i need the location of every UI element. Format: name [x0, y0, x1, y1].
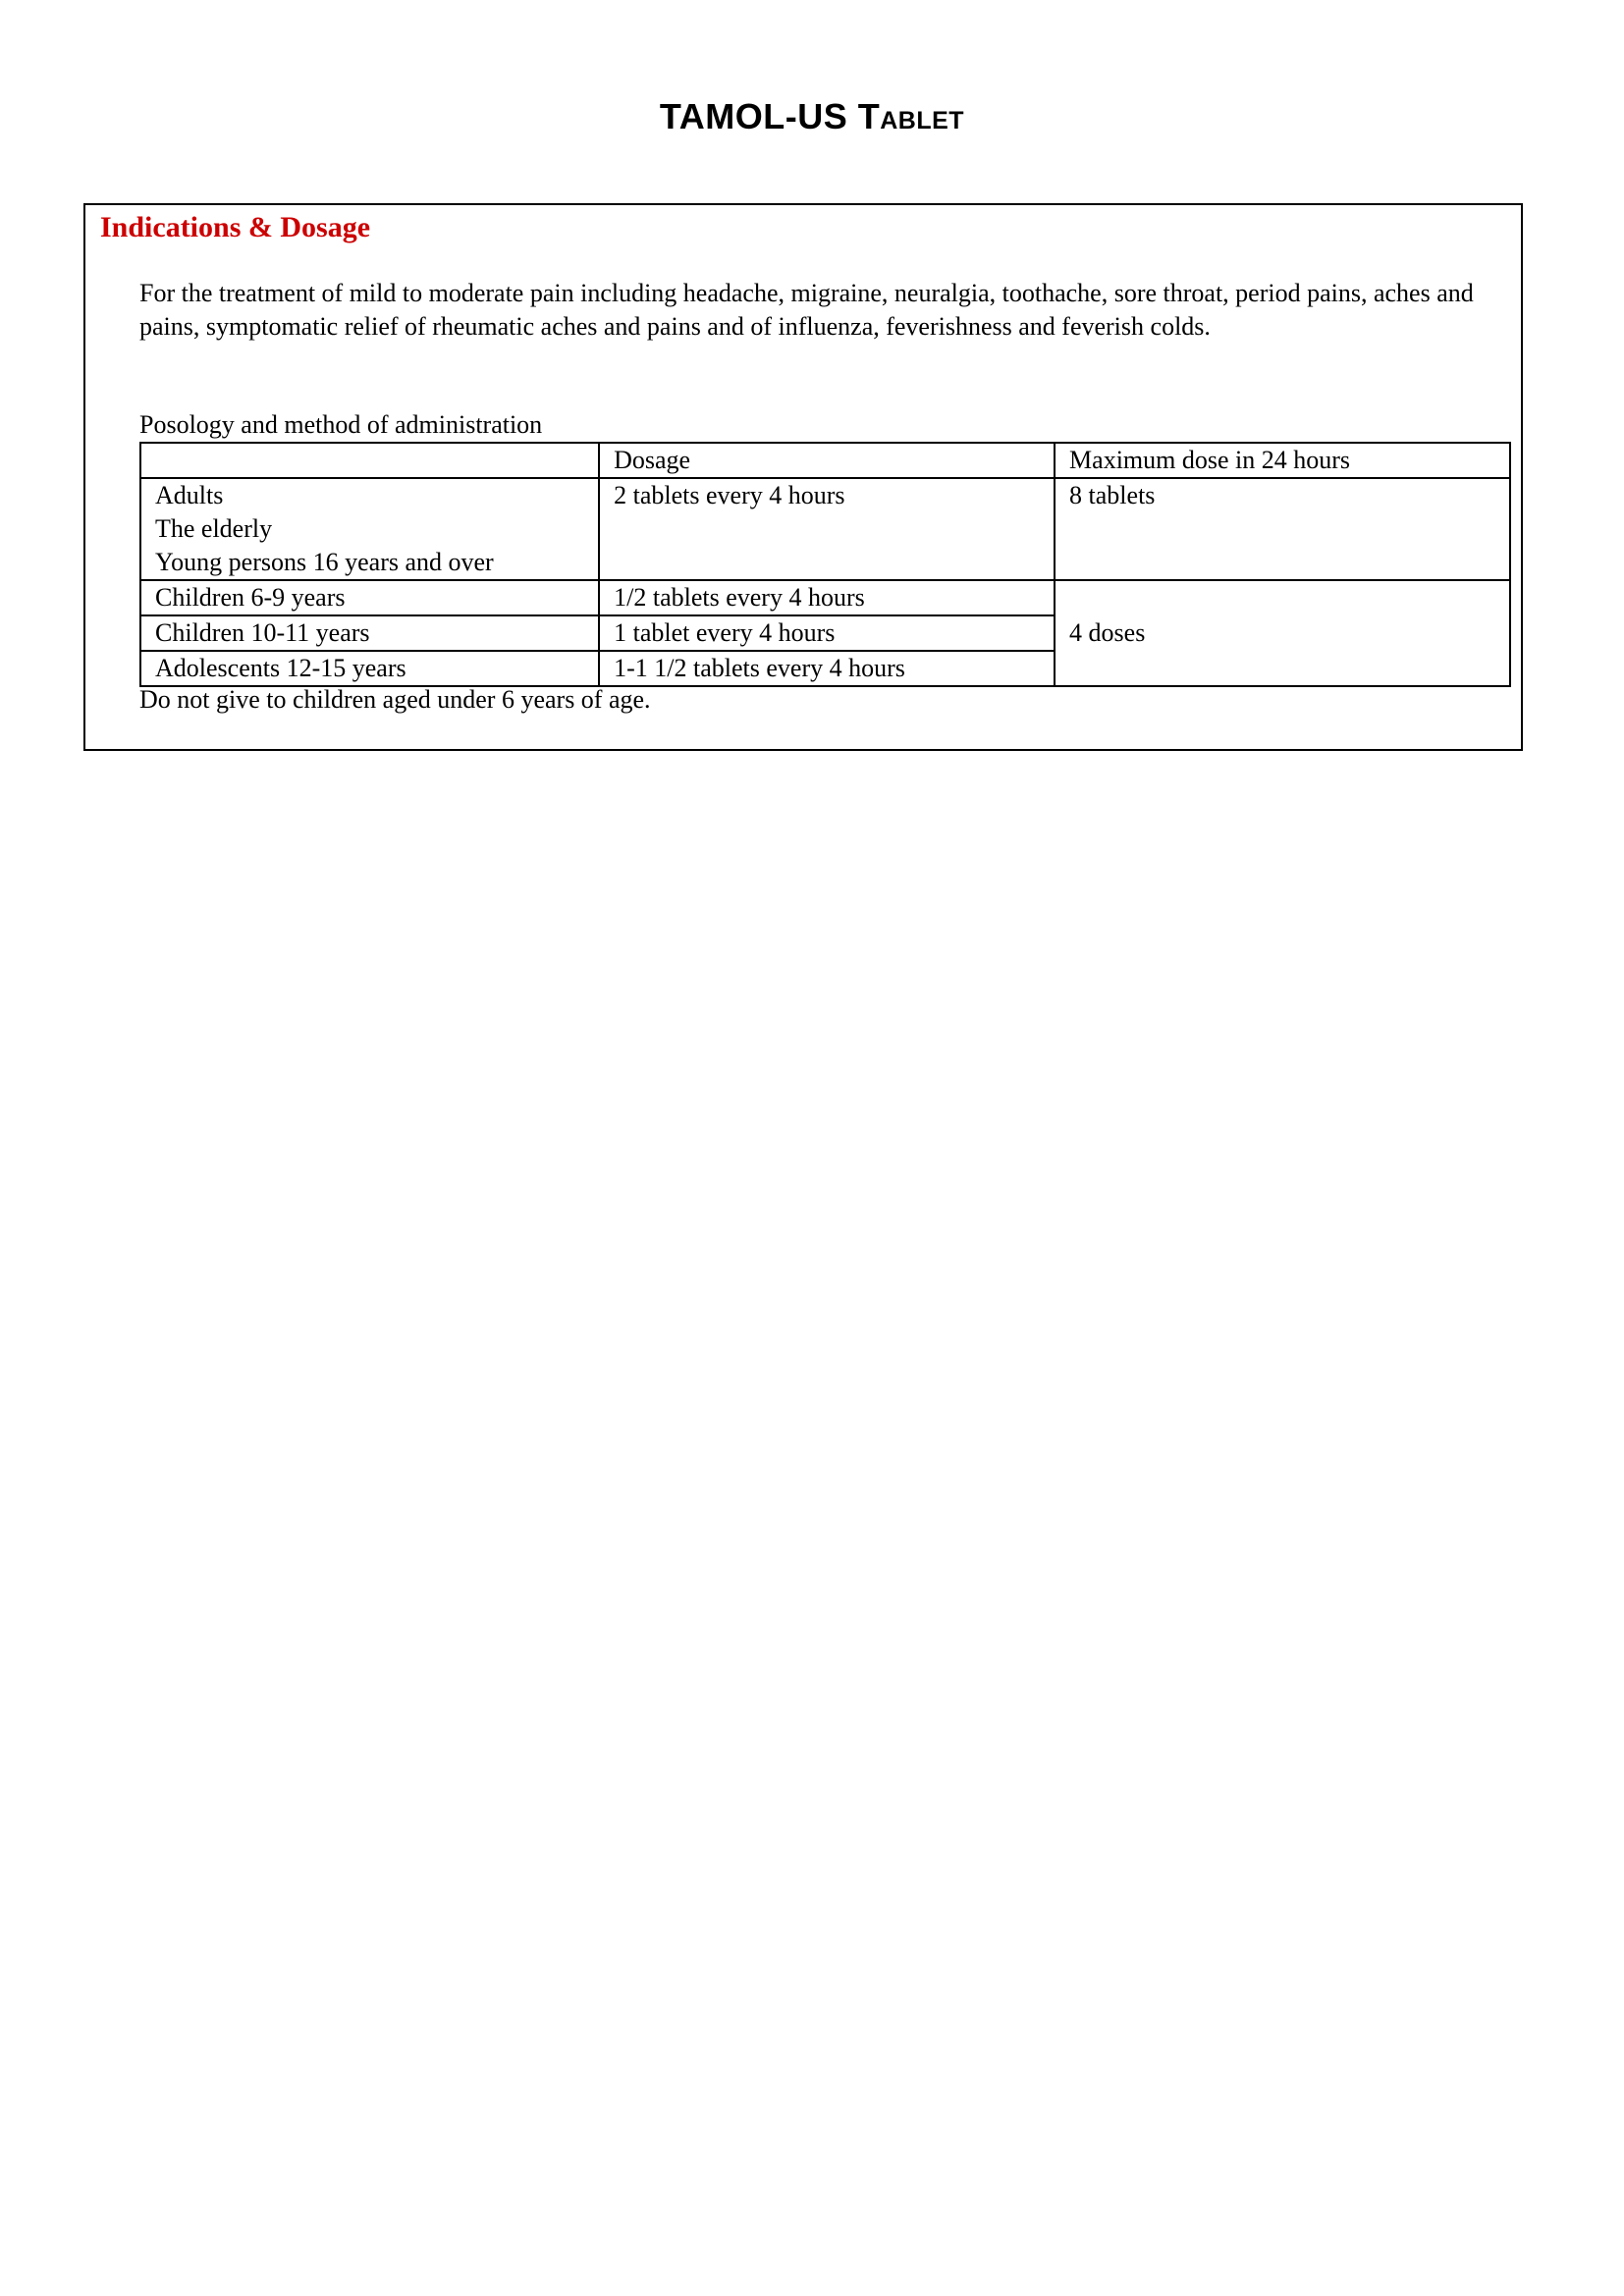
- dosage-cell: 1 tablet every 4 hours: [599, 615, 1055, 651]
- group-cell: Adolescents 12-15 years: [140, 651, 599, 686]
- section-heading: Indications & Dosage: [100, 211, 371, 243]
- indications-text: For the treatment of mild to moderate pain including headache, migraine, neuralgia, toothache, sore throat, period pains, aches and pains, symptomatic relief of rheumatic aches and pains and of influenza, feverishness and feverish colds.: [139, 279, 1474, 341]
- title-main: TAMOL-US: [659, 96, 848, 136]
- dosage-cell: 1/2 tablets every 4 hours: [599, 580, 1055, 615]
- table-header-row: [140, 443, 1510, 478]
- dosage-table: [139, 442, 1511, 687]
- dosage-cell: 1-1 1/2 tablets every 4 hours: [599, 651, 1055, 686]
- dosage-cell: 2 tablets every 4 hours: [599, 478, 1055, 580]
- document-title: [0, 96, 1624, 137]
- group-cell: Children 10-11 years: [140, 615, 599, 651]
- group-label: Adults: [155, 481, 224, 509]
- dosage-footnote: Do not give to children aged under 6 years of age.: [139, 685, 651, 714]
- indications-section: [83, 203, 1523, 751]
- group-cell: Children 6-9 years: [140, 580, 599, 615]
- group-label: The elderly: [155, 514, 273, 543]
- max-dose-cell: 4 doses: [1055, 580, 1510, 686]
- header-cell-max-dose: Maximum dose in 24 hours: [1055, 443, 1510, 478]
- table-row: [140, 580, 1510, 615]
- header-cell-dosage: Dosage: [599, 443, 1055, 478]
- max-dose-cell: 8 tablets: [1055, 478, 1510, 580]
- header-cell-group: [140, 443, 599, 478]
- table-row: [140, 478, 1510, 580]
- posology-label: Posology and method of administration: [139, 410, 543, 439]
- group-label: Young persons 16 years and over: [155, 548, 494, 576]
- title-suffix: Tablet: [857, 96, 965, 136]
- group-cell: [140, 478, 599, 580]
